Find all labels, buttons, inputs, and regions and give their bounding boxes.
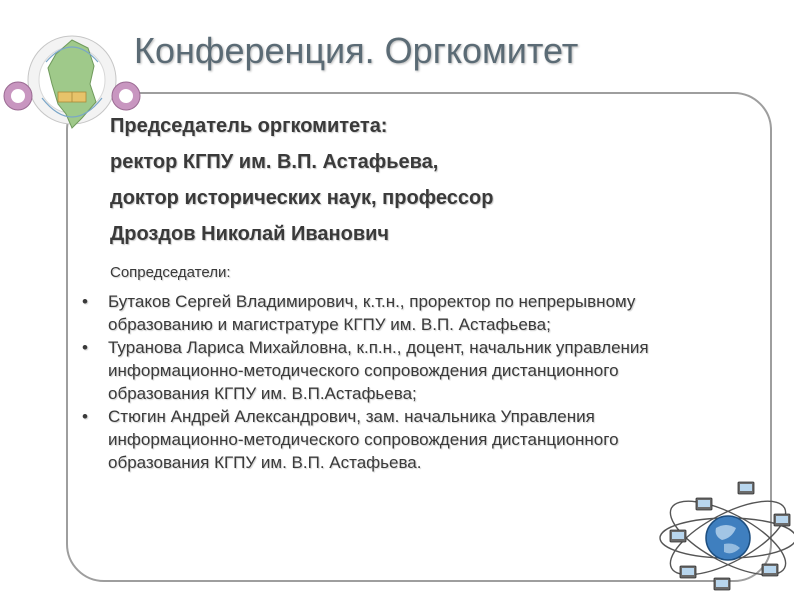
chair-heading: Председатель оргкомитета: [110,115,388,137]
chair-degree: доктор исторических наук, профессор [110,187,494,209]
cochairs-label: Сопредседатели: [110,264,231,281]
bullet-icon: • [82,338,88,357]
chair-block [110,108,670,252]
network-globe-icon [640,478,794,595]
chair-position: ректор КГПУ им. В.П. Астафьева, [110,151,439,173]
cochairs-list [82,290,662,474]
list-item [82,405,662,474]
bullet-icon: • [82,407,88,426]
slide-title: Конференция. Оргкомитет [134,30,579,71]
list-item [82,336,662,405]
chair-name: Дроздов Николай Иванович [110,223,390,245]
cochair-text: Бутаков Сергей Владимирович, к.т.н., проректор по непрерывному образованию и магистратуре КГПУ им. В.П. Астафьева; [108,292,636,334]
cochair-text: Стюгин Андрей Александрович, зам. начальника Управления информационно-методического сопровождения дистанционного образования КГПУ им. В.П. Астафьева. [108,407,619,472]
cochair-text: Туранова Лариса Михайловна, к.п.н., доцент, начальник управления информационно-методического сопровождения дистанционного образования КГПУ им. В.П.Астафьева; [108,338,649,403]
list-item [82,290,662,336]
bullet-icon: • [82,292,88,311]
